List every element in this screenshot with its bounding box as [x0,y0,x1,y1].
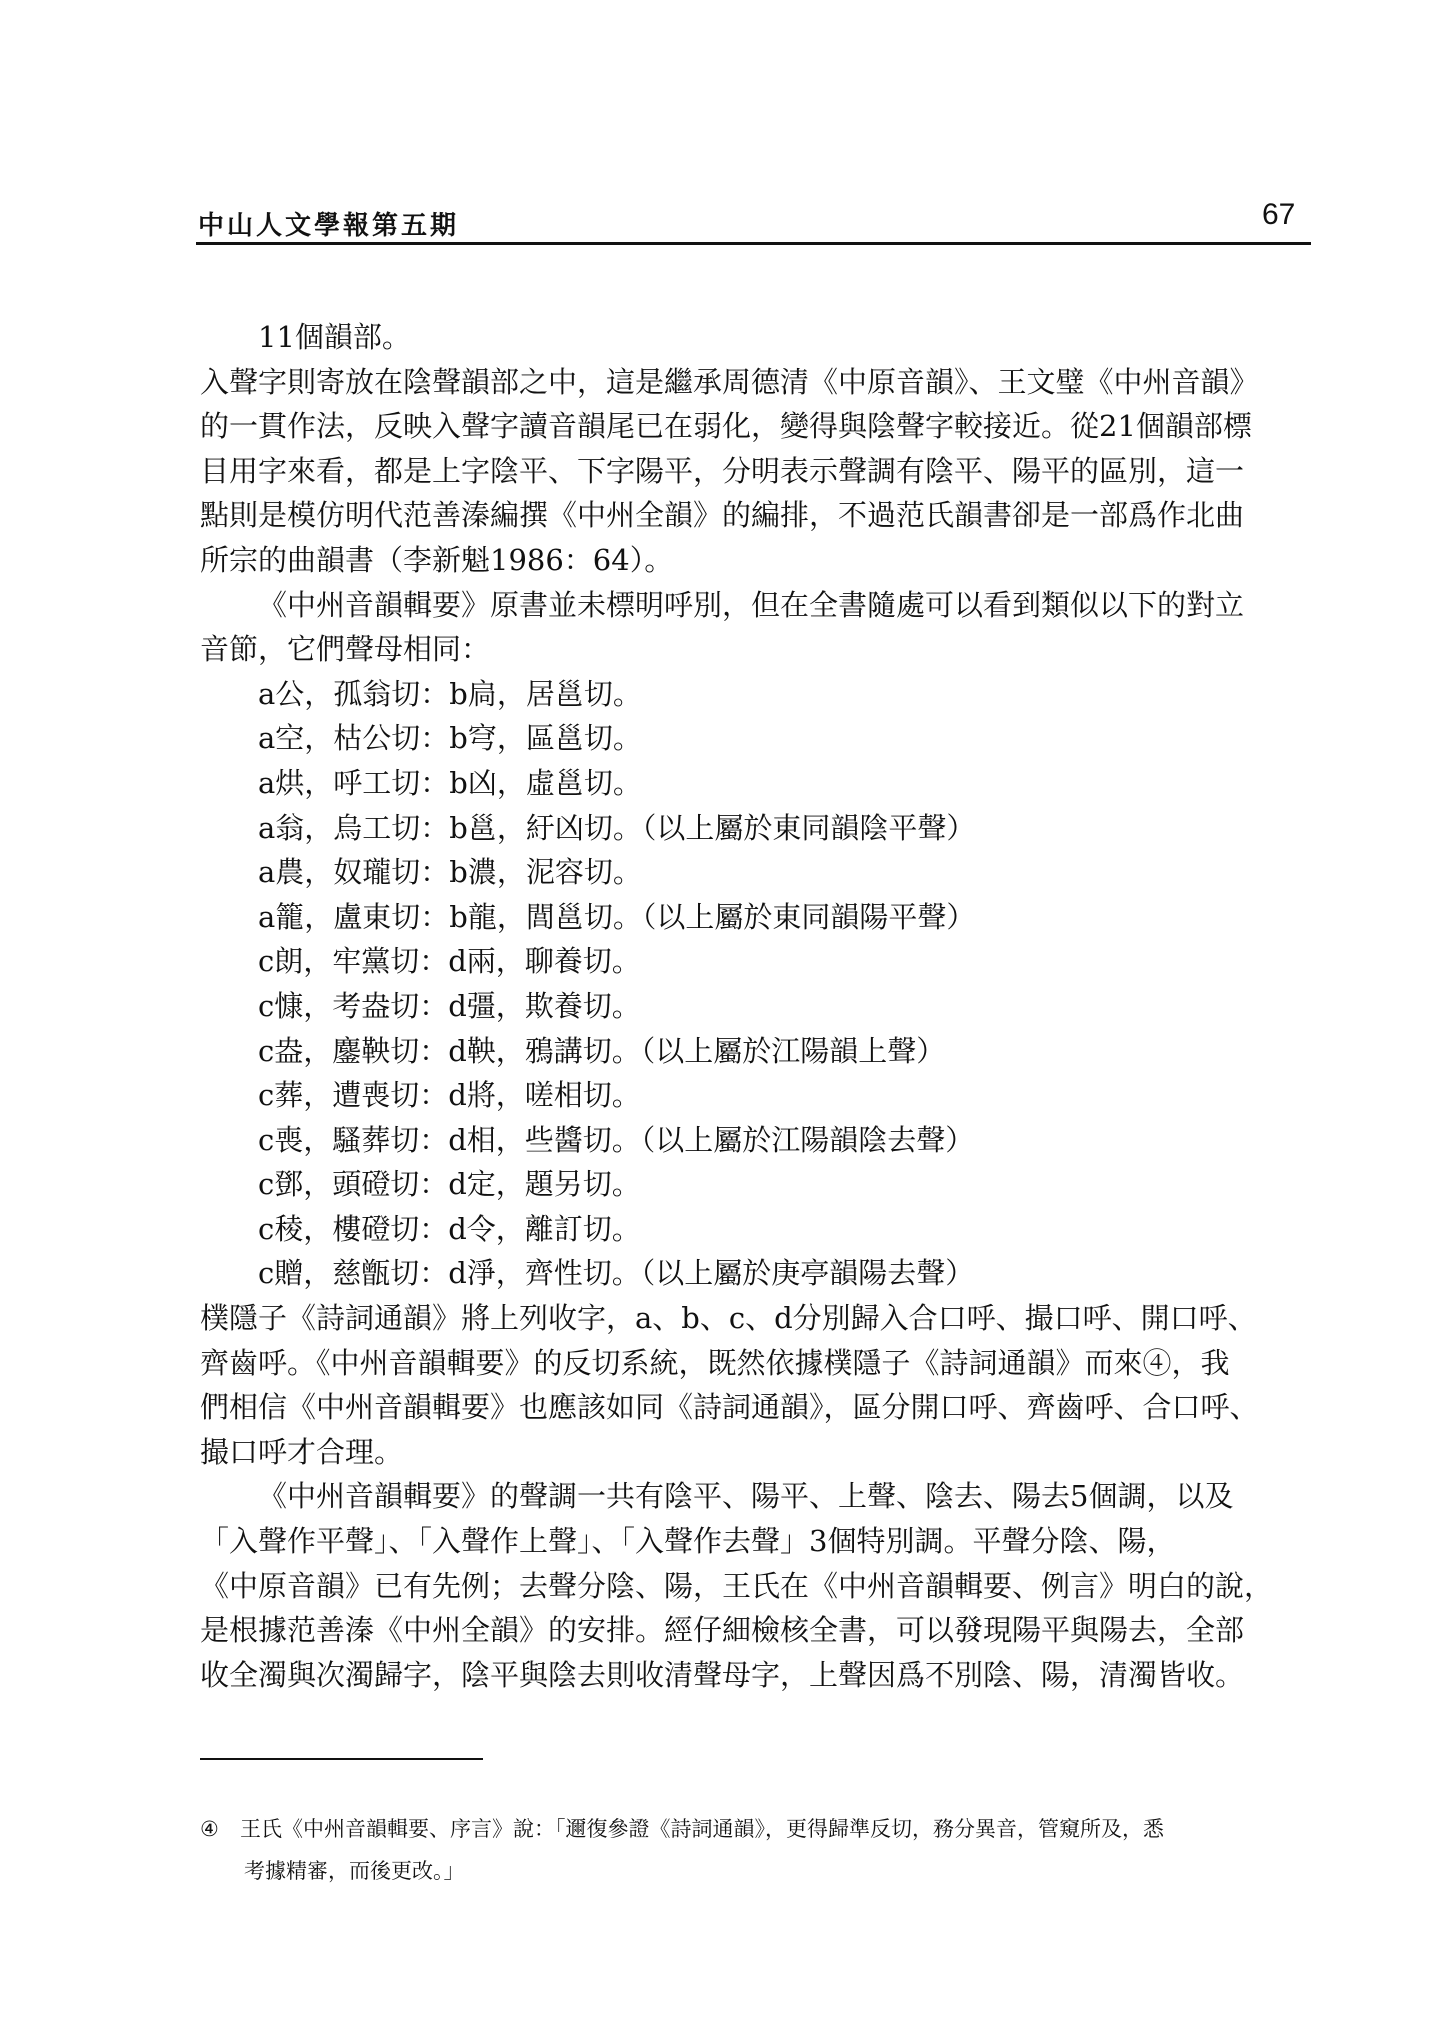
body-line: 入聲字則寄放在陰聲韻部之中，這是繼承周德清《中原音韻》、王文璧《中州音韻》 [200,364,1259,399]
body-line: 樸隱子《詩詞通韻》將上列收字，a、b、c、d分別歸入合口呼、撮口呼、開口呼、 [200,1301,1257,1336]
body-line: 的一貫作法，反映入聲字讀音韻尾已在弱化，變得與陰聲字較接近。從21個韻部標 [200,409,1252,444]
example-line: c喪，騷葬切：d相，些醬切。（以上屬於江陽韻陰去聲） [258,1122,975,1157]
body-line: 《中州音韻輯要》的聲調一共有陰平、陽平、上聲、陰去、陽去5個調，以及 [258,1479,1234,1514]
example-line: a空，枯公切：b穹，區邕切。 [258,721,642,756]
example-line: c鄧，頭磴切：d定，題另切。 [258,1167,641,1202]
body-line: 11個韻部。 [258,320,411,354]
body-line: 點則是模仿明代范善溱編撰《中州全韻》的編排，不過范氏韻書卻是一部爲作北曲 [200,498,1245,533]
journal-title: 中山人文學報第五期 [198,211,460,241]
body-line: 是根據范善溱《中州全韻》的安排。經仔細檢核全書，可以發現陽平與陽去，全部 [200,1613,1245,1648]
footnote-text-line-1: 王氏《中州音韻輯要、序言》說：「邇復參證《詩詞通韻》，更得歸準反切，務分異音，管窺所及，悉 [240,1817,1164,1841]
example-line: a農，奴瓏切：b濃，泥容切。 [258,855,642,890]
footnote-text-line-2: 考據精審，而後更改。」 [244,1859,465,1883]
example-line: c葬，遭喪切：d將，嗟相切。 [258,1078,641,1113]
body-line: 音節，它們聲母相同： [200,632,491,667]
example-line: a烘，呼工切：b凶，虛邕切。 [258,765,642,800]
footnote-divider [200,1758,483,1760]
page-number: 67 [1262,198,1296,231]
body-line: 所宗的曲韻書（李新魁1986：64）。 [200,542,674,577]
body-text [200,315,1312,1697]
body-line: 《中州音韻輯要》原書並未標明呼別，但在全書隨處可以看到類似以下的對立 [258,587,1245,622]
body-line: 齊齒呼。《中州音韻輯要》的反切系統，既然依據樸隱子《詩詞通韻》而來④，我 [200,1345,1230,1380]
body-line: 們相信《中州音韻輯要》也應該如同《詩詞通韻》，區分開口呼、齊齒呼、合口呼、 [200,1390,1259,1425]
example-line: c慷，考盎切：d彊，欺養切。 [258,988,641,1023]
example-line: c朗，牢黨切：d兩，聊養切。 [258,944,641,979]
body-line: 撮口呼才合理。 [200,1434,404,1469]
header-divider [196,242,1311,245]
example-line: c稜，樓磴切：d令，離訂切。 [258,1211,641,1246]
footnote-marker: ④ [200,1817,219,1841]
example-line: a公，孤翁切：b扃，居邕切。 [258,676,642,711]
example-line: c贈，慈甑切：d淨，齊性切。（以上屬於庚亭韻陽去聲） [258,1256,975,1291]
example-line: c盎，鏖鞅切：d鞅，鴉講切。（以上屬於江陽韻上聲） [258,1033,946,1068]
example-line: a籠，盧東切：b龍，閭邕切。（以上屬於東同韻陽平聲） [258,899,976,934]
body-line: 「入聲作平聲」、「入聲作上聲」、「入聲作去聲」3個特別調。平聲分陰、陽， [200,1524,1176,1559]
example-line: a翁，烏工切：b邕，紆凶切。（以上屬於東同韻陰平聲） [258,810,976,845]
body-line: 收全濁與次濁歸字，陰平與陰去則收清聲母字，上聲因爲不別陰、陽，清濁皆收。 [200,1657,1245,1692]
footnote [200,1808,1310,1892]
body-line: 《中原音韻》已有先例；去聲分陰、陽，王氏在《中州音韻輯要、例言》明白的說， [200,1568,1274,1603]
body-line: 目用字來看，都是上字陰平、下字陽平，分明表示聲調有陰平、陽平的區別，這一 [200,453,1245,488]
